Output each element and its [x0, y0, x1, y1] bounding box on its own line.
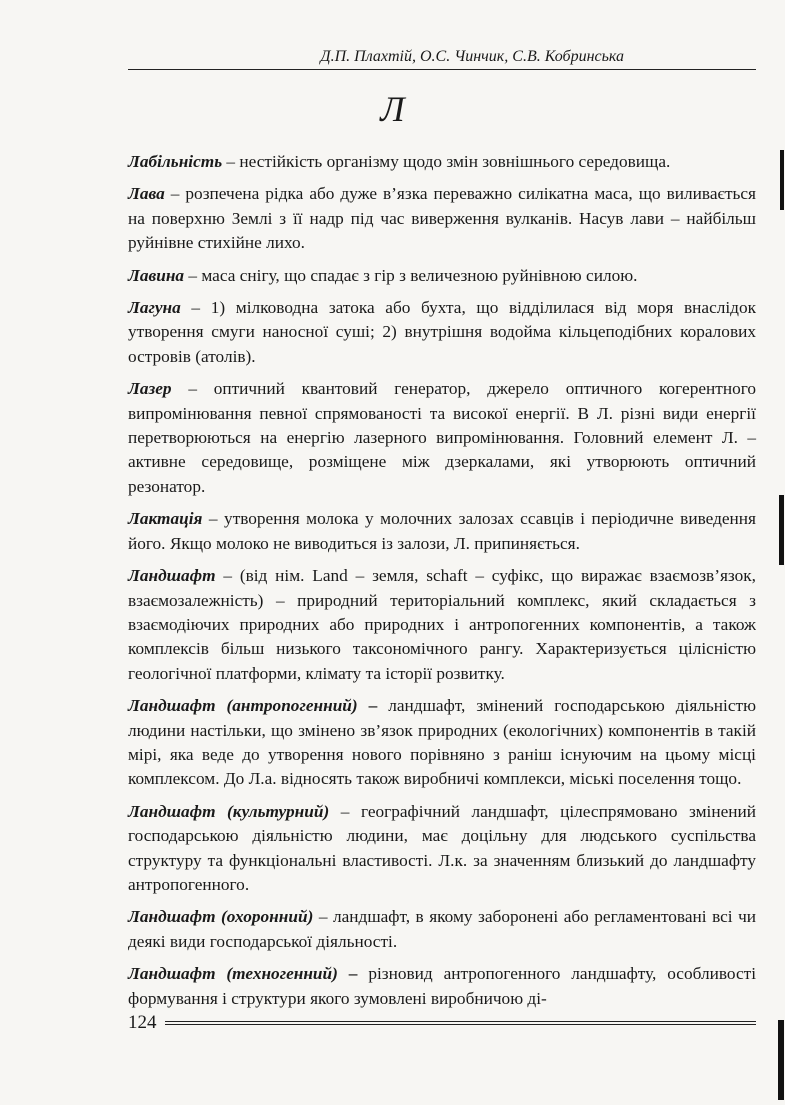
entry-term: Лактація [128, 509, 203, 529]
glossary-entry: Ландшафт (техногенний) – різновид антропогенного ландшафту, особливості формування і структури якого зумовлені виробничою ді- [128, 964, 756, 1008]
scan-edge-mark [779, 495, 784, 565]
page-number: 124 [128, 1012, 157, 1033]
section-letter: Л [380, 89, 405, 129]
glossary-entry: Ландшафт – (від нім. Land – земля, schaft – суфікс, що виражає взаємозв’язок, взаємозалежність) – природний територіальний комплекс, який складається з взаємодіючих природних або природних і антропогенних компонентів, а також комплексів більш низького таксономічного рангу. Характеризується цілісністю геологічної платформи, клімату та історії розвитку. [128, 566, 756, 683]
glossary-entry: Лактація – утворення молока у молочних залозах ссавців і періодичне виведення його. Якщо молоко не виводиться із залози, Л. припиняється. [128, 509, 756, 553]
entry-term: Ландшафт (культурний) [128, 801, 330, 821]
entry-definition: розпечена рідка або дуже в’язка переважно силікатна маса, що виливається на поверхню Землі з її надр під час виверження вулканів. Насув лави – найбільш руйнівне стихійне лихо. [128, 184, 757, 253]
scan-edge-mark [778, 1020, 784, 1100]
entry-definition: утворення молока у молочних залозах ссавців і періодичне виведення його. Якщо молоко не виводиться із залози, Л. припиняється. [128, 509, 756, 553]
scan-edge-mark [780, 150, 784, 210]
entry-definition: 1) мілководна затока або бухта, що відділилася від моря внаслідок утворення смуги наносної суші; 2) внутрішня водойма кільцеподібних коралових островів (атолів). [128, 298, 757, 366]
entry-definition: ландшафт, в якому заборонені або регламентовані всі чи деякі види господарської діяльності. [128, 907, 757, 951]
glossary-entry: Лавина – маса снігу, що спадає з гір з величезною руйнівною силою. [128, 265, 638, 285]
entry-term: Лабільність [128, 152, 223, 171]
entry-definition: оптичний квантовий генератор, джерело оптичного когерентного випромінювання певної спрямованості та високої енергії. В Л. різні види енергії перетворюються на енергію лазерного випромінювання. Головний елемент Л. – активне середовище, розміщене між дзеркалами, які утворюють оптичний резонатор. [128, 379, 757, 496]
glossary-entry: Лабільність – нестійкість організму щодо змін зовнішнього середовища. [128, 152, 671, 171]
glossary-entry: Лазер – оптичний квантовий генератор, джерело оптичного когерентного випромінювання певної спрямованості та високої енергії. В Л. різні види енергії перетворюються на енергію лазерного випромінювання. Головний елемент Л. – активне середовище, розміщене між дзеркалами, які утворюють оптичний резонатор. [128, 379, 757, 496]
running-header [128, 48, 756, 70]
glossary-entry: Лава – розпечена рідка або дуже в’язка переважно силікатна маса, що виливається на поверхню Землі з її надр під час виверження вулканів. Насув лави – найбільш руйнівне стихійне лихо. [128, 184, 757, 253]
entry-term: Лазер [128, 379, 172, 399]
glossary-entry: Ландшафт (культурний) – географічний ландшафт, цілеспрямовано змінений господарською діяльністю людини, має доцільну для людського суспільства структуру та функціональні властивості. Л.к. за значенням близький до ландшафту антропогенного. [128, 801, 757, 894]
entry-definition: різновид антропогенного ландшафту, особливості формування і структури якого зумовлені виробничою ді- [128, 964, 756, 1008]
page-footer [128, 1012, 756, 1034]
entry-definition: нестійкість організму щодо змін зовнішнього середовища. [239, 152, 671, 171]
entry-term: Лагуна [128, 298, 181, 318]
entry-definition: (від нім. Land – земля, schaft – суфікс, що виражає взаємозв’язок, взаємозалежність) – природний територіальний комплекс, який складається з взаємодіючих природних або природних і антропогенних компонентів, а також комплексів більш низького таксономічного рангу. Характеризується цілісністю геологічної платформи, клімату та історії розвитку. [128, 566, 756, 683]
entry-term: Лава [128, 184, 165, 204]
glossary-entry: Лагуна – 1) мілководна затока або бухта, що відділилася від моря внаслідок утворення смуги наносної суші; 2) внутрішня водойма кільцеподібних коралових островів (атолів). [128, 298, 757, 366]
entry-term: Ландшафт (антропогенний) [128, 696, 358, 716]
glossary-body [128, 150, 756, 1019]
entry-term: Ландшафт (охоронний) [128, 907, 314, 927]
header-authors: Д.П. Плахтій, О.С. Чинчик, С.В. Кобринська [320, 48, 624, 65]
entry-definition: географічний ландшафт, цілеспрямовано змінений господарською діяльністю людини, має доцільну для людського суспільства структуру та функціональні властивості. Л.к. за значенням близький до ландшафту антропогенного. [128, 801, 757, 894]
entry-definition: маса снігу, що спадає з гір з величезною руйнівною силою. [201, 265, 638, 285]
glossary-entry: Ландшафт (антропогенний) – ландшафт, змінений господарською діяльністю людини настільки, що змінено зв’язок природних (екологічних) компонентів в такій мірі, яка веде до утворення нового порівняно з раніш існуючим на цьому місці комплексом. До Л.а. відносять також виробничі комплекси, міські поселення тощо. [128, 696, 756, 789]
entry-term: Ландшафт [128, 566, 216, 586]
entry-term: Ландшафт (техногенний) [128, 964, 338, 984]
entry-term: Лавина [128, 265, 185, 285]
glossary-entry: Ландшафт (охоронний) – ландшафт, в якому заборонені або регламентовані всі чи деякі види господарської діяльності. [128, 907, 757, 951]
footer-rule [165, 1021, 757, 1025]
entry-definition: ландшафт, змінений господарською діяльністю людини настільки, що змінено зв’язок природних (екологічних) компонентів в такій мірі, яка веде до утворення нового порівняно з раніш існуючим на цьому місці комплексом. До Л.а. відносять також виробничі комплекси, міські поселення тощо. [128, 696, 756, 789]
